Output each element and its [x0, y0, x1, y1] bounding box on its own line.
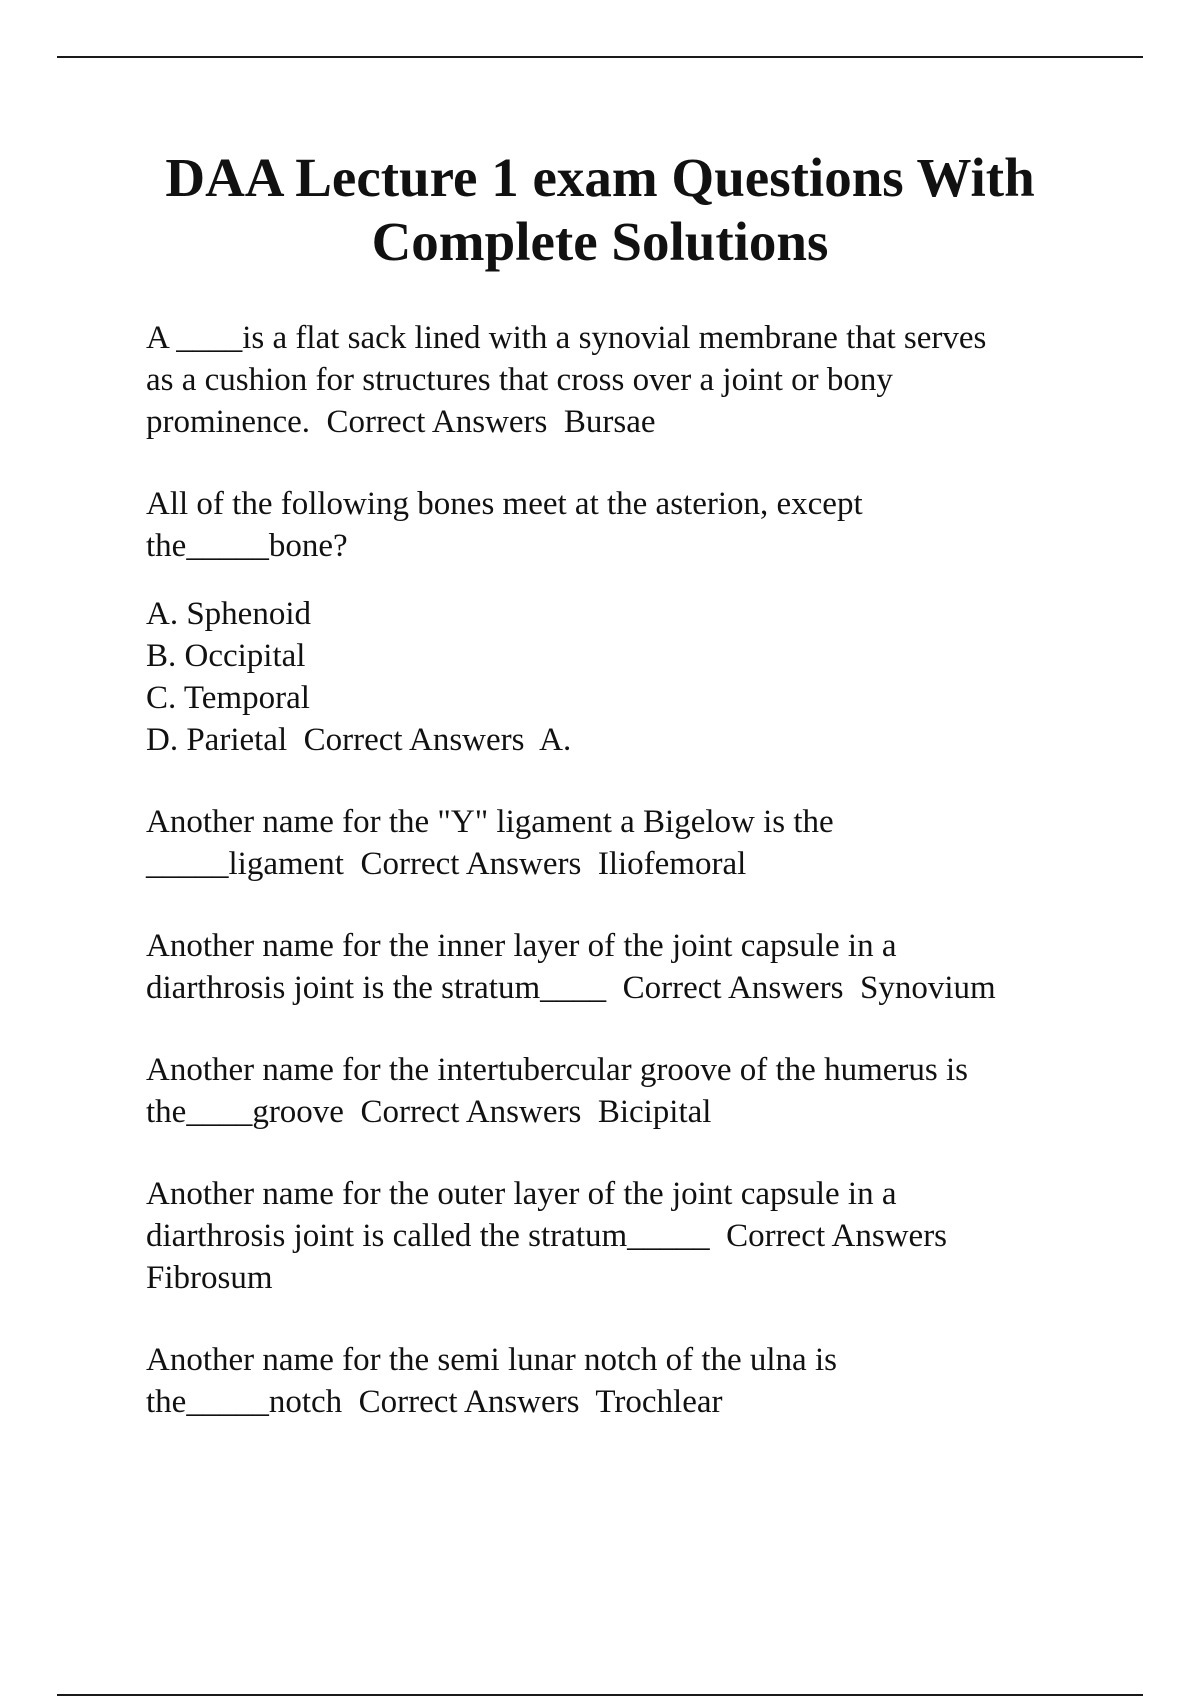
- answer-options: [146, 593, 1106, 761]
- option-b: B. Occipital: [146, 638, 306, 674]
- text-line: Another name for the intertubercular groove of the humerus is: [146, 1052, 968, 1088]
- text-line: the____groove Correct Answers Bicipital: [146, 1094, 712, 1130]
- text-line: the_____bone?: [146, 528, 348, 564]
- text-line: Fibrosum: [146, 1260, 273, 1296]
- text-line: as a cushion for structures that cross over a joint or bony: [146, 362, 893, 398]
- question-intertubercular: [146, 1049, 1106, 1133]
- question-outer-layer: [146, 1173, 1106, 1299]
- question-y-ligament: [146, 801, 1106, 885]
- text-line: diarthrosis joint is the stratum____ Correct Answers Synovium: [146, 970, 996, 1006]
- text-line: diarthrosis joint is called the stratum_____ Correct Answers: [146, 1218, 948, 1254]
- document-body: [146, 317, 1106, 1463]
- option-a: A. Sphenoid: [146, 596, 311, 632]
- text-line: Another name for the semi lunar notch of the ulna is: [146, 1342, 837, 1378]
- question-semilunar-notch: [146, 1339, 1106, 1423]
- bottom-rule: [57, 1694, 1143, 1696]
- text-line: prominence. Correct Answers Bursae: [146, 404, 656, 440]
- title-line-1: DAA Lecture 1 exam Questions With: [165, 147, 1035, 208]
- text-line: the_____notch Correct Answers Trochlear: [146, 1384, 723, 1420]
- text-line: _____ligament Correct Answers Iliofemoral: [146, 846, 747, 882]
- option-c: C. Temporal: [146, 680, 310, 716]
- option-d: D. Parietal Correct Answers A.: [146, 722, 572, 758]
- text-line: A ____is a flat sack lined with a synovial membrane that serves: [146, 320, 987, 356]
- question-bursae: [146, 317, 1106, 443]
- text-line: Another name for the "Y" ligament a Bigelow is the: [146, 804, 834, 840]
- text-line: All of the following bones meet at the asterion, except: [146, 486, 863, 522]
- question-inner-layer: [146, 925, 1106, 1009]
- page-title: [100, 146, 1100, 274]
- text-line: Another name for the inner layer of the joint capsule in a: [146, 928, 897, 964]
- title-line-2: Complete Solutions: [371, 211, 829, 272]
- text-line: Another name for the outer layer of the joint capsule in a: [146, 1176, 897, 1212]
- top-rule: [57, 56, 1143, 58]
- question-asterion: [146, 483, 1106, 567]
